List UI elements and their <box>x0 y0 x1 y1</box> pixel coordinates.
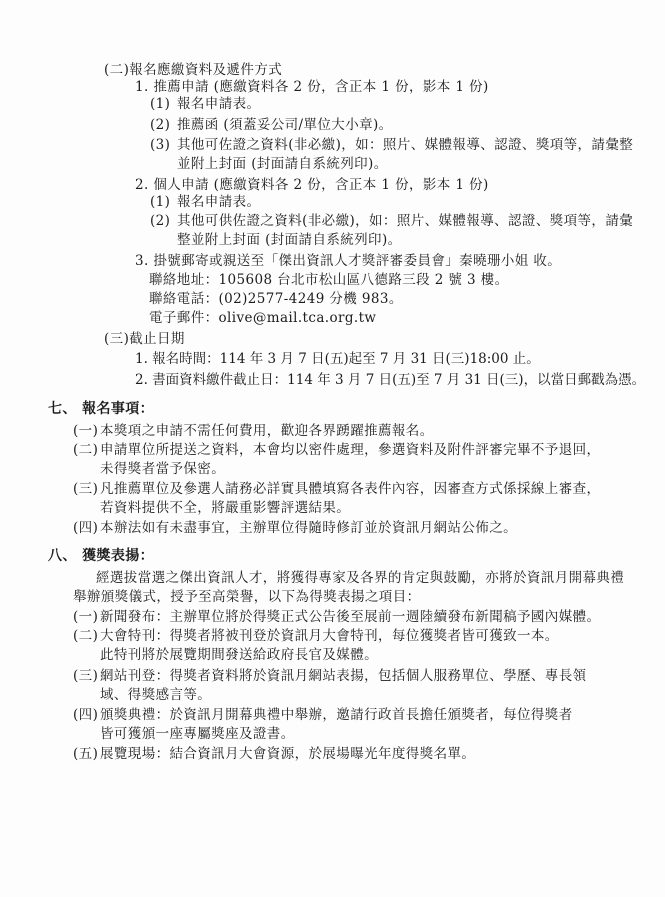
section-8-item-2 <box>73 627 559 665</box>
item-number: (1) <box>150 96 171 112</box>
item-text-continued: 皆可獲頒一座專屬獎座及證書。 <box>100 726 295 742</box>
section-8-intro-line-1: 經選拔當選之傑出資訊人才，將獲得專家及各界的肯定與鼓勵，亦將於資訊月開幕典禮 <box>96 570 625 586</box>
item-number: (二) <box>73 442 99 458</box>
item-text: 其他可供佐證之資料(非必繳)，如：照片、媒體報導、認證、獎項等，請彙 <box>177 213 634 229</box>
section-8-item-1 <box>73 608 600 627</box>
item-number: (四) <box>73 520 99 536</box>
contact-phone: 聯絡電話：(02)2577-4249 分機 983。 <box>149 291 403 307</box>
item-text-continued: 整並附上封面 (封面請自系統列印)。 <box>177 232 402 248</box>
item-text-continued: 域、得獎感言等。 <box>100 687 212 703</box>
section-8-heading: 八、 獲獎表揚： <box>48 548 155 564</box>
item-text: 其他可佐證之資料(非必繳)，如：照片、媒體報導、認證、獎項等，請彙整 <box>177 137 634 153</box>
item-text: 報名申請表。 <box>177 96 261 112</box>
item-text: 展覽現場：結合資訊月大會資源，於展場曝光年度得獎名單。 <box>100 746 476 762</box>
item-number: (2) <box>150 117 171 133</box>
item-text: 報名申請表。 <box>177 194 261 210</box>
individual-item-2 <box>150 212 633 250</box>
item-text-continued: 此特刊將於展覽期間發送給政府長官及媒體。 <box>100 647 378 663</box>
deadline-heading: (三)截止日期 <box>104 331 185 347</box>
item-text-continued: 未得獎者當予保密。 <box>100 461 226 477</box>
deadline-registration: 1. 報名時間：114 年 3 月 7 日(五)起至 7 月 31 日(三)18:00 止。 <box>135 351 540 367</box>
item-text-continued: 並附上封面 (封面請自系統列印)。 <box>177 156 388 172</box>
recommend-item-2 <box>150 116 393 135</box>
item-number: (四) <box>73 707 99 723</box>
item-text-continued: 若資料提供不全，將嚴重影響評選結果。 <box>100 500 351 516</box>
recommend-application-title: 1. 推薦申請 (應繳資料各 2 份，含正本 1 份，影本 1 份) <box>135 79 489 95</box>
contact-email: 電子郵件：olive@mail.tca.org.tw <box>149 310 377 326</box>
item-text: 本獎項之申請不需任何費用，歡迎各界踴躍推薦報名。 <box>100 423 434 439</box>
section-8-intro-line-2: 舉辦頒獎儀式，授予至高榮譽，以下為得獎表揚之項目： <box>73 589 421 605</box>
section-8-item-5 <box>73 745 475 764</box>
item-number: (1) <box>150 194 171 210</box>
section-7-item-4 <box>73 519 517 538</box>
item-number: (2) <box>150 213 171 229</box>
item-number: (二) <box>73 628 99 644</box>
item-text: 凡推薦單位及參選人請務必詳實具體填寫各表件內容，因審查方式係採線上審查， <box>100 481 601 497</box>
section-7-item-1 <box>73 422 434 441</box>
individual-application-title: 2. 個人申請 (應繳資料各 2 份，含正本 1 份，影本 1 份) <box>135 177 489 193</box>
item-text: 頒獎典禮：於資訊月開幕典禮中舉辦，邀請行政首長擔任頒獎者，每位得獎者 <box>100 707 573 723</box>
delivery-title: 3. 掛號郵寄或親送至「傑出資訊人才獎評審委員會」秦曉珊小姐 收。 <box>135 253 562 269</box>
item-text: 大會特刊：得獎者將被刊登於資訊月大會特刊，每位獲獎者皆可獲致一本。 <box>100 628 559 644</box>
recommend-item-3 <box>150 136 633 174</box>
item-number: (三) <box>73 481 99 497</box>
item-number: (五) <box>73 746 99 762</box>
recommend-item-1 <box>150 95 260 114</box>
individual-item-1 <box>150 193 260 212</box>
item-text: 本辦法如有未盡事宜，主辦單位得隨時修訂並於資訊月網站公佈之。 <box>100 520 517 536</box>
item-number: (一) <box>73 423 99 439</box>
contact-address: 聯絡地址：105608 台北市松山區八德路三段 2 號 3 樓。 <box>149 272 509 288</box>
section-8-item-4 <box>73 706 573 744</box>
deadline-documents: 2. 書面資料繳件截止日：114 年 3 月 7 日(五)至 7 月 31 日(三)，以當日郵戳為憑。 <box>135 372 646 388</box>
item-text: 新聞發布：主辦單位將於得獎正式公告後至展前一週陸續發布新聞稿予國內媒體。 <box>100 609 601 625</box>
section-8-item-3 <box>73 667 587 705</box>
submission-heading: (二)報名應繳資料及遞件方式 <box>104 62 283 78</box>
section-7-heading: 七、 報名事項： <box>48 401 155 417</box>
item-text: 網站刊登：得獎者資料將於資訊月網站表揚，包括個人服務單位、學歷、專長領 <box>100 668 587 684</box>
item-number: (一) <box>73 609 99 625</box>
section-7-item-2 <box>73 441 600 479</box>
item-text: 推薦函 (須蓋妥公司/單位大小章)。 <box>177 117 393 133</box>
item-text: 申請單位所提送之資料，本會均以密件處理，參選資料及附件評審完畢不予退回， <box>100 442 601 458</box>
item-number: (3) <box>150 137 171 153</box>
item-number: (三) <box>73 668 99 684</box>
section-7-item-3 <box>73 480 600 518</box>
